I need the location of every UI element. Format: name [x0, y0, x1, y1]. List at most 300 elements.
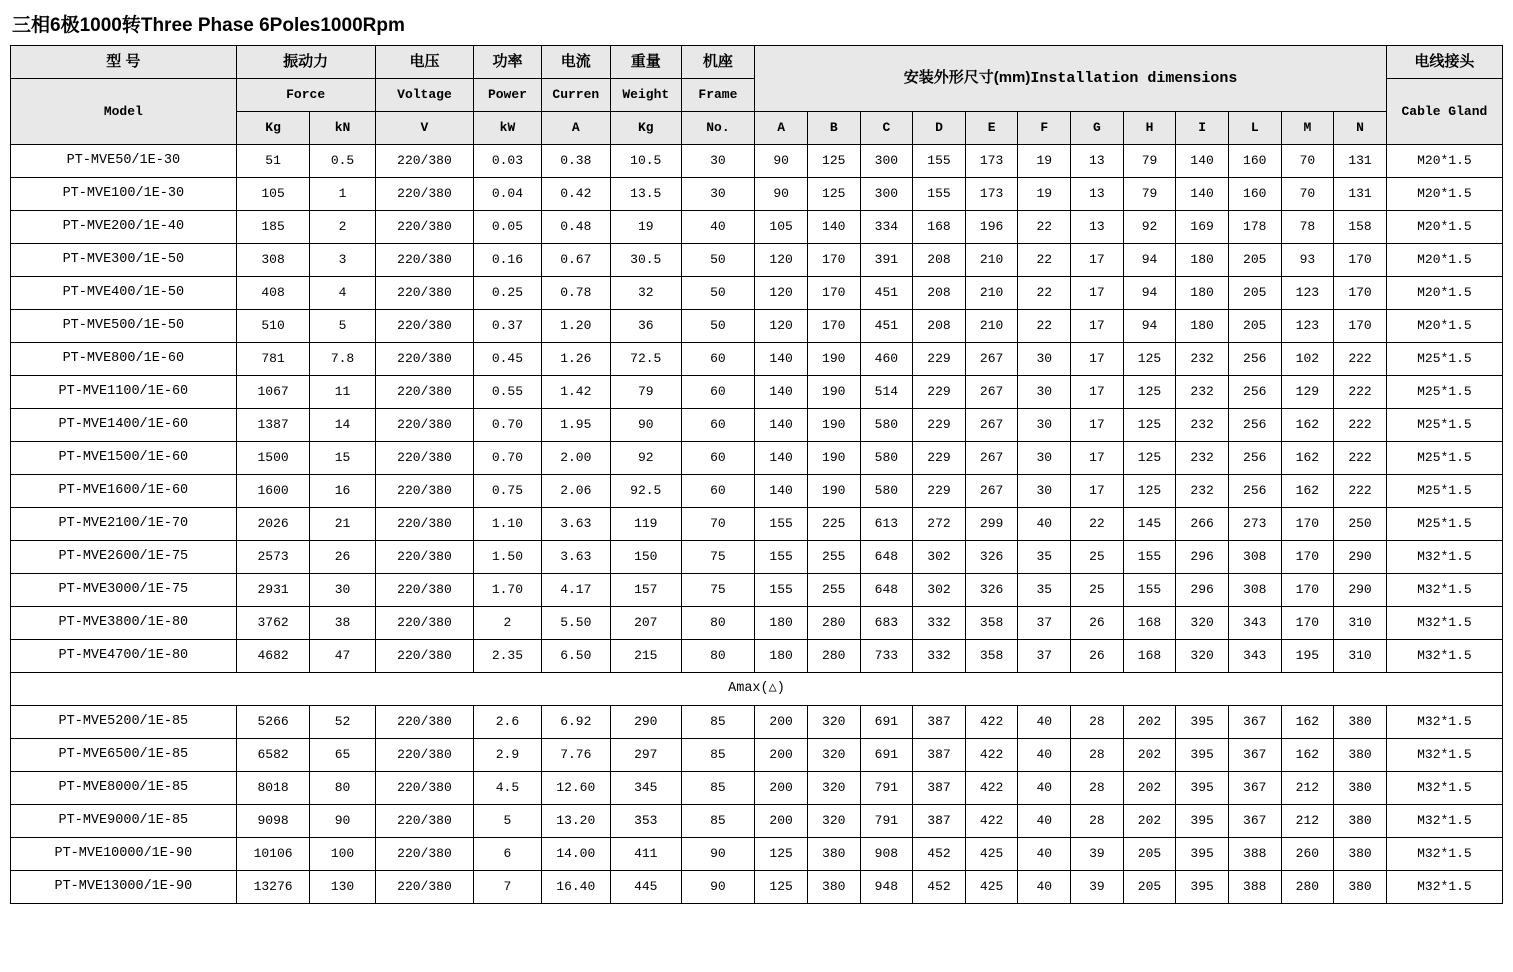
header-unit-frame: No.: [681, 112, 755, 145]
cell-dim-n: 380: [1334, 871, 1387, 904]
header-frame-cn: 机座: [681, 46, 755, 79]
cell-weight: 30.5: [611, 244, 682, 277]
cell-dim-h: 94: [1123, 277, 1176, 310]
header-unit-kn: kN: [310, 112, 375, 145]
cell-model: PT-MVE4700/1E-80: [11, 640, 237, 673]
cell-force-kn: 65: [310, 739, 375, 772]
header-dim-m: M: [1281, 112, 1334, 145]
cell-dim-e: 326: [965, 541, 1018, 574]
cell-dim-a: 180: [755, 607, 808, 640]
cell-dim-d: 332: [913, 640, 966, 673]
cell-force-kn: 14: [310, 409, 375, 442]
cell-frame: 50: [681, 244, 755, 277]
cell-dim-e: 210: [965, 310, 1018, 343]
cell-cable: M32*1.5: [1386, 772, 1502, 805]
cell-current: 1.20: [541, 310, 610, 343]
cell-dim-c: 580: [860, 409, 913, 442]
cell-model: PT-MVE2600/1E-75: [11, 541, 237, 574]
cell-dim-i: 395: [1176, 739, 1229, 772]
cell-dim-l: 308: [1228, 541, 1281, 574]
cell-voltage: 220/380: [375, 640, 474, 673]
cell-current: 2.00: [541, 442, 610, 475]
cell-dim-h: 145: [1123, 508, 1176, 541]
cell-weight: 207: [611, 607, 682, 640]
cell-dim-g: 28: [1071, 739, 1124, 772]
cell-dim-n: 222: [1334, 343, 1387, 376]
header-dim-f: F: [1018, 112, 1071, 145]
header-dim-i: I: [1176, 112, 1229, 145]
cell-dim-f: 40: [1018, 838, 1071, 871]
cell-force-kn: 4: [310, 277, 375, 310]
cell-dim-g: 25: [1071, 541, 1124, 574]
cell-force-kg: 4682: [236, 640, 310, 673]
cell-force-kg: 2931: [236, 574, 310, 607]
cell-cable: M32*1.5: [1386, 541, 1502, 574]
cell-current: 6.92: [541, 706, 610, 739]
cell-dim-h: 155: [1123, 574, 1176, 607]
cell-dim-a: 155: [755, 541, 808, 574]
cell-dim-d: 452: [913, 838, 966, 871]
cell-dim-h: 125: [1123, 409, 1176, 442]
cell-frame: 85: [681, 805, 755, 838]
cell-dim-d: 229: [913, 343, 966, 376]
cell-dim-a: 180: [755, 640, 808, 673]
cell-frame: 80: [681, 640, 755, 673]
cell-dim-l: 256: [1228, 475, 1281, 508]
cell-power: 0.45: [474, 343, 541, 376]
cell-dim-d: 208: [913, 277, 966, 310]
cell-dim-f: 40: [1018, 706, 1071, 739]
cell-model: PT-MVE1100/1E-60: [11, 376, 237, 409]
cell-dim-a: 125: [755, 871, 808, 904]
cell-power: 1.10: [474, 508, 541, 541]
cell-cable: M20*1.5: [1386, 145, 1502, 178]
cell-dim-f: 37: [1018, 607, 1071, 640]
cell-weight: 92.5: [611, 475, 682, 508]
cell-dim-i: 232: [1176, 343, 1229, 376]
cell-cable: M32*1.5: [1386, 574, 1502, 607]
cell-dim-h: 202: [1123, 706, 1176, 739]
cell-dim-h: 125: [1123, 376, 1176, 409]
cell-weight: 92: [611, 442, 682, 475]
cell-dim-l: 160: [1228, 145, 1281, 178]
cell-dim-g: 17: [1071, 442, 1124, 475]
cell-weight: 353: [611, 805, 682, 838]
cell-dim-e: 358: [965, 640, 1018, 673]
cell-current: 0.38: [541, 145, 610, 178]
cell-frame: 80: [681, 607, 755, 640]
cell-dim-b: 140: [807, 211, 860, 244]
cell-weight: 297: [611, 739, 682, 772]
header-force-en: Force: [236, 79, 375, 112]
cell-current: 16.40: [541, 871, 610, 904]
cell-current: 14.00: [541, 838, 610, 871]
cell-voltage: 220/380: [375, 739, 474, 772]
cell-model: PT-MVE3800/1E-80: [11, 607, 237, 640]
cell-dim-n: 380: [1334, 739, 1387, 772]
cell-weight: 72.5: [611, 343, 682, 376]
cell-dim-g: 28: [1071, 706, 1124, 739]
cell-frame: 85: [681, 739, 755, 772]
cell-cable: M32*1.5: [1386, 871, 1502, 904]
table-row: [11, 508, 1503, 541]
cell-voltage: 220/380: [375, 541, 474, 574]
cell-dim-c: 791: [860, 805, 913, 838]
cell-model: PT-MVE8000/1E-85: [11, 772, 237, 805]
cell-dim-c: 460: [860, 343, 913, 376]
cell-dim-e: 267: [965, 442, 1018, 475]
cell-dim-e: 267: [965, 343, 1018, 376]
cell-cable: M20*1.5: [1386, 310, 1502, 343]
cell-frame: 30: [681, 145, 755, 178]
cell-power: 7: [474, 871, 541, 904]
cell-dim-m: 170: [1281, 541, 1334, 574]
cell-dim-d: 387: [913, 739, 966, 772]
cell-weight: 119: [611, 508, 682, 541]
cell-weight: 290: [611, 706, 682, 739]
cell-frame: 85: [681, 772, 755, 805]
cell-dim-m: 162: [1281, 475, 1334, 508]
cell-dim-c: 733: [860, 640, 913, 673]
cell-dim-l: 367: [1228, 805, 1281, 838]
cell-dim-l: 388: [1228, 838, 1281, 871]
cell-power: 0.70: [474, 442, 541, 475]
cell-dim-i: 232: [1176, 409, 1229, 442]
cell-dim-i: 395: [1176, 871, 1229, 904]
cell-dim-i: 395: [1176, 838, 1229, 871]
cell-frame: 60: [681, 475, 755, 508]
cell-dim-m: 260: [1281, 838, 1334, 871]
cell-dim-n: 131: [1334, 145, 1387, 178]
cell-voltage: 220/380: [375, 838, 474, 871]
header-dim-l: L: [1228, 112, 1281, 145]
cell-dim-n: 380: [1334, 805, 1387, 838]
cell-dim-n: 250: [1334, 508, 1387, 541]
cell-voltage: 220/380: [375, 376, 474, 409]
cell-dim-e: 422: [965, 772, 1018, 805]
cell-weight: 32: [611, 277, 682, 310]
cell-dim-f: 22: [1018, 244, 1071, 277]
cell-dim-e: 173: [965, 145, 1018, 178]
cell-power: 2: [474, 607, 541, 640]
cell-power: 0.04: [474, 178, 541, 211]
cell-voltage: 220/380: [375, 211, 474, 244]
cell-dim-l: 205: [1228, 277, 1281, 310]
cell-dim-f: 22: [1018, 277, 1071, 310]
cell-cable: M20*1.5: [1386, 244, 1502, 277]
cell-current: 0.42: [541, 178, 610, 211]
cell-power: 0.37: [474, 310, 541, 343]
cell-dim-f: 37: [1018, 640, 1071, 673]
cell-dim-d: 272: [913, 508, 966, 541]
header-weight-cn: 重量: [611, 46, 682, 79]
header-current-cn: 电流: [541, 46, 610, 79]
cell-weight: 36: [611, 310, 682, 343]
cell-dim-b: 255: [807, 574, 860, 607]
cell-frame: 60: [681, 442, 755, 475]
cell-dim-n: 380: [1334, 706, 1387, 739]
cell-dim-m: 170: [1281, 607, 1334, 640]
cell-dim-e: 425: [965, 871, 1018, 904]
cell-frame: 90: [681, 838, 755, 871]
cell-dim-b: 190: [807, 376, 860, 409]
header-current-en: Curren: [541, 79, 610, 112]
cell-dim-b: 190: [807, 409, 860, 442]
header-unit-a: A: [541, 112, 610, 145]
cell-voltage: 220/380: [375, 343, 474, 376]
cell-frame: 40: [681, 211, 755, 244]
cell-voltage: 220/380: [375, 178, 474, 211]
cell-force-kg: 408: [236, 277, 310, 310]
cell-dim-b: 380: [807, 838, 860, 871]
cell-current: 0.48: [541, 211, 610, 244]
cell-dim-b: 190: [807, 343, 860, 376]
table-row: [11, 409, 1503, 442]
header-force-cn: 振动力: [236, 46, 375, 79]
cell-dim-b: 190: [807, 442, 860, 475]
cell-dim-h: 168: [1123, 607, 1176, 640]
cell-voltage: 220/380: [375, 805, 474, 838]
table-row: [11, 244, 1503, 277]
cell-dim-b: 125: [807, 145, 860, 178]
cell-dim-b: 280: [807, 607, 860, 640]
cell-dim-b: 170: [807, 244, 860, 277]
cell-dim-a: 105: [755, 211, 808, 244]
cell-dim-e: 173: [965, 178, 1018, 211]
cell-dim-a: 120: [755, 277, 808, 310]
cell-cable: M32*1.5: [1386, 739, 1502, 772]
cell-dim-m: 162: [1281, 442, 1334, 475]
cell-current: 3.63: [541, 541, 610, 574]
cell-force-kn: 38: [310, 607, 375, 640]
cell-dim-n: 222: [1334, 442, 1387, 475]
table-row: [11, 475, 1503, 508]
cell-dim-h: 125: [1123, 475, 1176, 508]
cell-dim-c: 648: [860, 541, 913, 574]
specification-table: [10, 45, 1503, 904]
cell-frame: 90: [681, 871, 755, 904]
cell-dim-f: 40: [1018, 508, 1071, 541]
cell-dim-n: 380: [1334, 838, 1387, 871]
cell-dim-c: 580: [860, 475, 913, 508]
cell-dim-m: 162: [1281, 409, 1334, 442]
cell-dim-h: 79: [1123, 145, 1176, 178]
cell-dim-c: 648: [860, 574, 913, 607]
cell-dim-i: 395: [1176, 706, 1229, 739]
cell-dim-h: 202: [1123, 772, 1176, 805]
cell-dim-c: 514: [860, 376, 913, 409]
table-row: [11, 343, 1503, 376]
cell-force-kg: 308: [236, 244, 310, 277]
cell-dim-f: 40: [1018, 772, 1071, 805]
cell-weight: 19: [611, 211, 682, 244]
cell-current: 6.50: [541, 640, 610, 673]
cell-weight: 10.5: [611, 145, 682, 178]
cell-dim-l: 388: [1228, 871, 1281, 904]
cell-force-kn: 1: [310, 178, 375, 211]
cell-current: 13.20: [541, 805, 610, 838]
cell-cable: M32*1.5: [1386, 607, 1502, 640]
cell-cable: M20*1.5: [1386, 211, 1502, 244]
cell-dim-l: 367: [1228, 706, 1281, 739]
cell-weight: 445: [611, 871, 682, 904]
header-unit-kw: kW: [474, 112, 541, 145]
cell-weight: 157: [611, 574, 682, 607]
cell-dim-l: 160: [1228, 178, 1281, 211]
cell-weight: 90: [611, 409, 682, 442]
cell-dim-a: 90: [755, 178, 808, 211]
table-header: [11, 46, 1503, 145]
cell-dim-i: 140: [1176, 145, 1229, 178]
cell-dim-c: 683: [860, 607, 913, 640]
cell-voltage: 220/380: [375, 145, 474, 178]
table-row: [11, 145, 1503, 178]
cell-dim-a: 200: [755, 739, 808, 772]
cell-dim-h: 205: [1123, 871, 1176, 904]
cell-current: 7.76: [541, 739, 610, 772]
table-row: [11, 871, 1503, 904]
cell-dim-i: 232: [1176, 442, 1229, 475]
cell-dim-n: 222: [1334, 376, 1387, 409]
cell-model: PT-MVE500/1E-50: [11, 310, 237, 343]
cell-dim-g: 17: [1071, 310, 1124, 343]
cell-dim-a: 140: [755, 376, 808, 409]
cell-dim-l: 205: [1228, 244, 1281, 277]
cell-force-kn: 47: [310, 640, 375, 673]
cell-dim-e: 267: [965, 409, 1018, 442]
cell-dim-b: 255: [807, 541, 860, 574]
cell-dim-a: 200: [755, 772, 808, 805]
cell-dim-e: 422: [965, 739, 1018, 772]
cell-dim-a: 155: [755, 574, 808, 607]
cell-dim-e: 422: [965, 805, 1018, 838]
cell-dim-l: 256: [1228, 376, 1281, 409]
cell-dim-m: 212: [1281, 772, 1334, 805]
table-body: [11, 145, 1503, 904]
cell-dim-i: 180: [1176, 310, 1229, 343]
header-unit-kg: Kg: [236, 112, 310, 145]
cell-dim-g: 13: [1071, 145, 1124, 178]
cell-model: PT-MVE50/1E-30: [11, 145, 237, 178]
cell-voltage: 220/380: [375, 277, 474, 310]
cell-dim-e: 422: [965, 706, 1018, 739]
cell-dim-l: 273: [1228, 508, 1281, 541]
cell-model: PT-MVE10000/1E-90: [11, 838, 237, 871]
cell-dim-i: 232: [1176, 376, 1229, 409]
cell-dim-f: 40: [1018, 805, 1071, 838]
cell-dim-l: 367: [1228, 739, 1281, 772]
cell-dim-i: 169: [1176, 211, 1229, 244]
cell-dim-l: 205: [1228, 310, 1281, 343]
cell-force-kn: 130: [310, 871, 375, 904]
cell-dim-e: 210: [965, 244, 1018, 277]
cell-dim-d: 452: [913, 871, 966, 904]
cell-dim-b: 320: [807, 706, 860, 739]
cell-power: 0.75: [474, 475, 541, 508]
cell-dim-a: 140: [755, 409, 808, 442]
cell-model: PT-MVE2100/1E-70: [11, 508, 237, 541]
cell-voltage: 220/380: [375, 607, 474, 640]
cell-model: PT-MVE6500/1E-85: [11, 739, 237, 772]
cell-dim-m: 123: [1281, 277, 1334, 310]
cell-force-kn: 21: [310, 508, 375, 541]
cell-dim-d: 302: [913, 574, 966, 607]
cell-frame: 75: [681, 541, 755, 574]
cell-dim-e: 196: [965, 211, 1018, 244]
cell-dim-n: 310: [1334, 640, 1387, 673]
cell-dim-d: 168: [913, 211, 966, 244]
cell-dim-h: 94: [1123, 244, 1176, 277]
cell-dim-l: 256: [1228, 442, 1281, 475]
cell-dim-n: 380: [1334, 772, 1387, 805]
table-row: [11, 310, 1503, 343]
cell-dim-d: 387: [913, 706, 966, 739]
cell-dim-c: 948: [860, 871, 913, 904]
cell-current: 3.63: [541, 508, 610, 541]
cell-dim-c: 391: [860, 244, 913, 277]
cell-cable: M25*1.5: [1386, 475, 1502, 508]
cell-force-kn: 52: [310, 706, 375, 739]
cell-dim-e: 425: [965, 838, 1018, 871]
cell-dim-f: 30: [1018, 442, 1071, 475]
table-row: [11, 706, 1503, 739]
cell-dim-n: 310: [1334, 607, 1387, 640]
cell-dim-i: 395: [1176, 805, 1229, 838]
cell-dim-n: 222: [1334, 475, 1387, 508]
cell-dim-c: 300: [860, 178, 913, 211]
cell-current: 2.06: [541, 475, 610, 508]
cell-force-kn: 90: [310, 805, 375, 838]
cell-dim-g: 17: [1071, 244, 1124, 277]
header-model-en: Model: [11, 79, 237, 145]
cell-power: 0.16: [474, 244, 541, 277]
cell-dim-c: 300: [860, 145, 913, 178]
cell-voltage: 220/380: [375, 772, 474, 805]
cell-dim-g: 17: [1071, 343, 1124, 376]
header-dim-b: B: [807, 112, 860, 145]
cell-dim-b: 280: [807, 640, 860, 673]
cell-dim-b: 380: [807, 871, 860, 904]
cell-current: 4.17: [541, 574, 610, 607]
cell-power: 0.25: [474, 277, 541, 310]
cell-force-kn: 11: [310, 376, 375, 409]
cell-force-kg: 10106: [236, 838, 310, 871]
cell-power: 2.6: [474, 706, 541, 739]
header-weight-en: Weight: [611, 79, 682, 112]
page-title: 三相6极1000转Three Phase 6Poles1000Rpm: [12, 15, 405, 36]
header-dimensions-cn: 安装外形尺寸(mm): [903, 69, 1031, 86]
header-dimensions-en: Installation dimensions: [1030, 70, 1238, 87]
cell-dim-h: 125: [1123, 343, 1176, 376]
cell-dim-f: 30: [1018, 475, 1071, 508]
cell-force-kg: 1387: [236, 409, 310, 442]
amax-label: Amax(△): [11, 673, 1503, 706]
header-model-cn: 型 号: [11, 46, 237, 79]
cell-current: 12.60: [541, 772, 610, 805]
cell-dim-a: 200: [755, 706, 808, 739]
cell-dim-g: 25: [1071, 574, 1124, 607]
cell-dim-m: 78: [1281, 211, 1334, 244]
cell-power: 2.35: [474, 640, 541, 673]
cell-dim-m: 129: [1281, 376, 1334, 409]
cell-frame: 50: [681, 310, 755, 343]
cell-dim-m: 280: [1281, 871, 1334, 904]
cell-dim-c: 613: [860, 508, 913, 541]
cell-model: PT-MVE200/1E-40: [11, 211, 237, 244]
cell-cable: M25*1.5: [1386, 343, 1502, 376]
cell-dim-b: 125: [807, 178, 860, 211]
cell-weight: 215: [611, 640, 682, 673]
